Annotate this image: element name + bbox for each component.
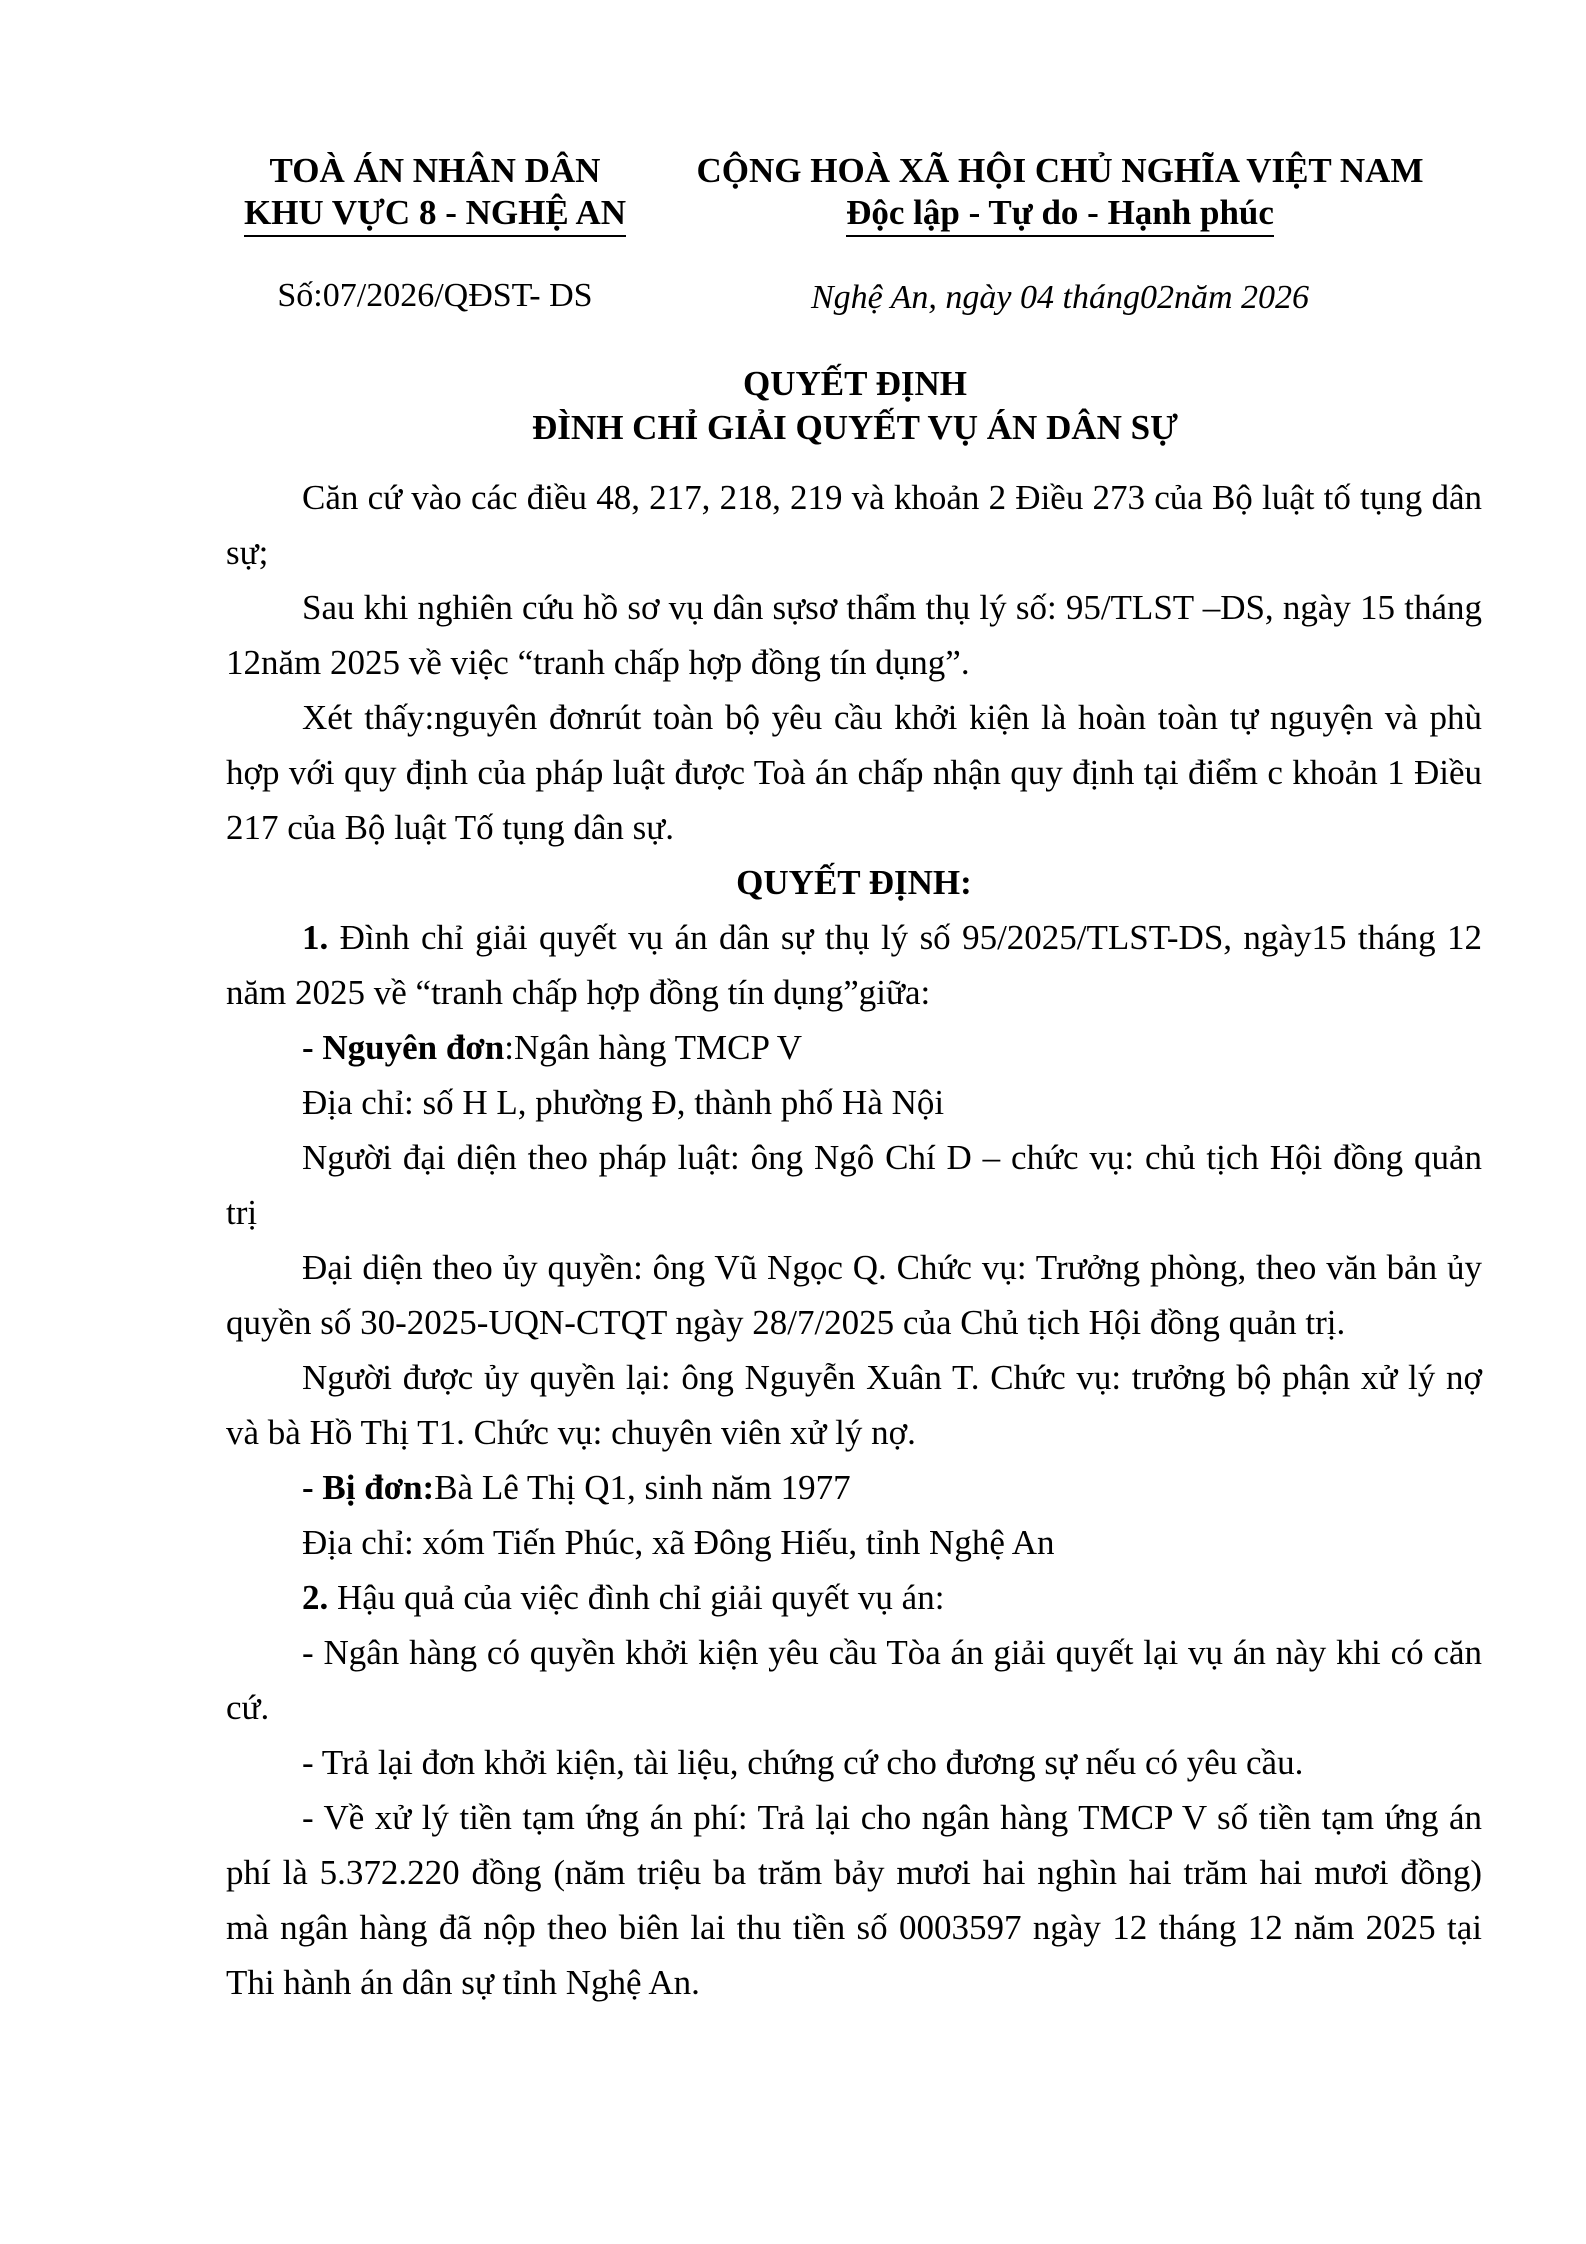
court-header xyxy=(235,150,635,237)
consequence-1: - Ngân hàng có quyền khởi kiện yêu cầu Tòa án giải quyết lại vụ án này khi có căn cứ. xyxy=(226,1633,1482,1727)
item-1-number: 1. xyxy=(302,918,329,957)
review-paragraph: Sau khi nghiên cứu hồ sơ vụ dân sựsơ thẩm thụ lý số: 95/TLST –DS, ngày 15 tháng 12năm 2025 về việc “tranh chấp hợp đồng tín dụng”. xyxy=(226,588,1482,682)
document-number: Số:07/2026/QĐST- DS xyxy=(277,277,593,314)
court-name-line1: TOÀ ÁN NHÂN DÂN xyxy=(269,151,601,190)
legal-representative: Người đại diện theo pháp luật: ông Ngô Chí D – chức vụ: chủ tịch Hội đồng quản trị xyxy=(226,1138,1482,1232)
court-name-line2: KHU VỰC 8 - NGHỆ AN xyxy=(244,192,626,237)
place-date: Nghệ An, ngày 04 tháng02năm 2026 xyxy=(810,279,1309,316)
nation-motto: Độc lập - Tự do - Hạnh phúc xyxy=(846,192,1274,237)
item-1-text: Đình chỉ giải quyết vụ án dân sự thụ lý số 95/2025/TLST-DS, ngày15 tháng 12 năm 2025 về “tranh chấp hợp đồng tín dụng”giữa: xyxy=(226,918,1482,1012)
defendant-line xyxy=(226,1460,1482,1515)
document-title xyxy=(225,362,1485,450)
plaintiff-value: :Ngân hàng TMCP V xyxy=(504,1028,803,1067)
item-1 xyxy=(226,910,1482,1020)
item-2-text: Hậu quả của việc đình chỉ giải quyết vụ án: xyxy=(328,1578,945,1617)
defendant-value: Bà Lê Thị Q1, sinh năm 1977 xyxy=(434,1468,851,1507)
consideration-paragraph: Xét thấy:nguyên đơnrút toàn bộ yêu cầu khởi kiện là hoàn toàn tự nguyện và phù hợp với quy định của pháp luật được Toà án chấp nhận quy định tại điểm c khoản 1 Điều 217 của Bộ luật Tố tụng dân sự. xyxy=(226,698,1482,847)
plaintiff-address: Địa chỉ: số H L, phường Đ, thành phố Hà Nội xyxy=(302,1083,945,1122)
plaintiff-label: - Nguyên đơn xyxy=(302,1028,505,1067)
consequence-3: - Về xử lý tiền tạm ứng án phí: Trả lại cho ngân hàng TMCP V số tiền tạm ứng án phí là 5.372.220 đồng (năm triệu ba trăm bảy mươi hai nghìn hai trăm hai mươi đồng) mà ngân hàng đã nộp theo biên lai thu tiền số 0003597 ngày 12 tháng 12 năm 2025 tại Thi hành án dân sự tỉnh Nghệ An. xyxy=(226,1798,1482,2002)
decision-heading: QUYẾT ĐỊNH: xyxy=(736,863,972,902)
authorized-representative: Đại diện theo ủy quyền: ông Vũ Ngọc Q. Chức vụ: Trưởng phòng, theo văn bản ủy quyền số 30-2025-UQN-CTQT ngày 28/7/2025 của Chủ tịch Hội đồng quản trị. xyxy=(226,1248,1482,1342)
consequence-2: - Trả lại đơn khởi kiện, tài liệu, chứng cứ cho đương sự nếu có yêu cầu. xyxy=(302,1743,1304,1782)
basis-paragraph: Căn cứ vào các điều 48, 217, 218, 219 và khoản 2 Điều 273 của Bộ luật tố tụng dân sự; xyxy=(226,478,1482,572)
document-body xyxy=(226,470,1482,2010)
defendant-address: Địa chỉ: xóm Tiến Phúc, xã Đông Hiếu, tỉnh Nghệ An xyxy=(302,1523,1055,1562)
defendant-label: - Bị đơn: xyxy=(302,1468,435,1507)
nation-name: CỘNG HOÀ XÃ HỘI CHỦ NGHĨA VIỆT NAM xyxy=(696,151,1424,190)
national-header xyxy=(680,150,1440,237)
item-2 xyxy=(226,1570,1482,1625)
title-line1: QUYẾT ĐỊNH xyxy=(743,364,967,403)
title-line2: ĐÌNH CHỈ GIẢI QUYẾT VỤ ÁN DÂN SỰ xyxy=(532,408,1178,447)
item-2-number: 2. xyxy=(302,1578,329,1617)
sub-authorized-representative: Người được ủy quyền lại: ông Nguyễn Xuân T. Chức vụ: trưởng bộ phận xử lý nợ và bà Hồ Thị T1. Chức vụ: chuyên viên xử lý nợ. xyxy=(226,1358,1482,1452)
plaintiff-line xyxy=(226,1020,1482,1075)
